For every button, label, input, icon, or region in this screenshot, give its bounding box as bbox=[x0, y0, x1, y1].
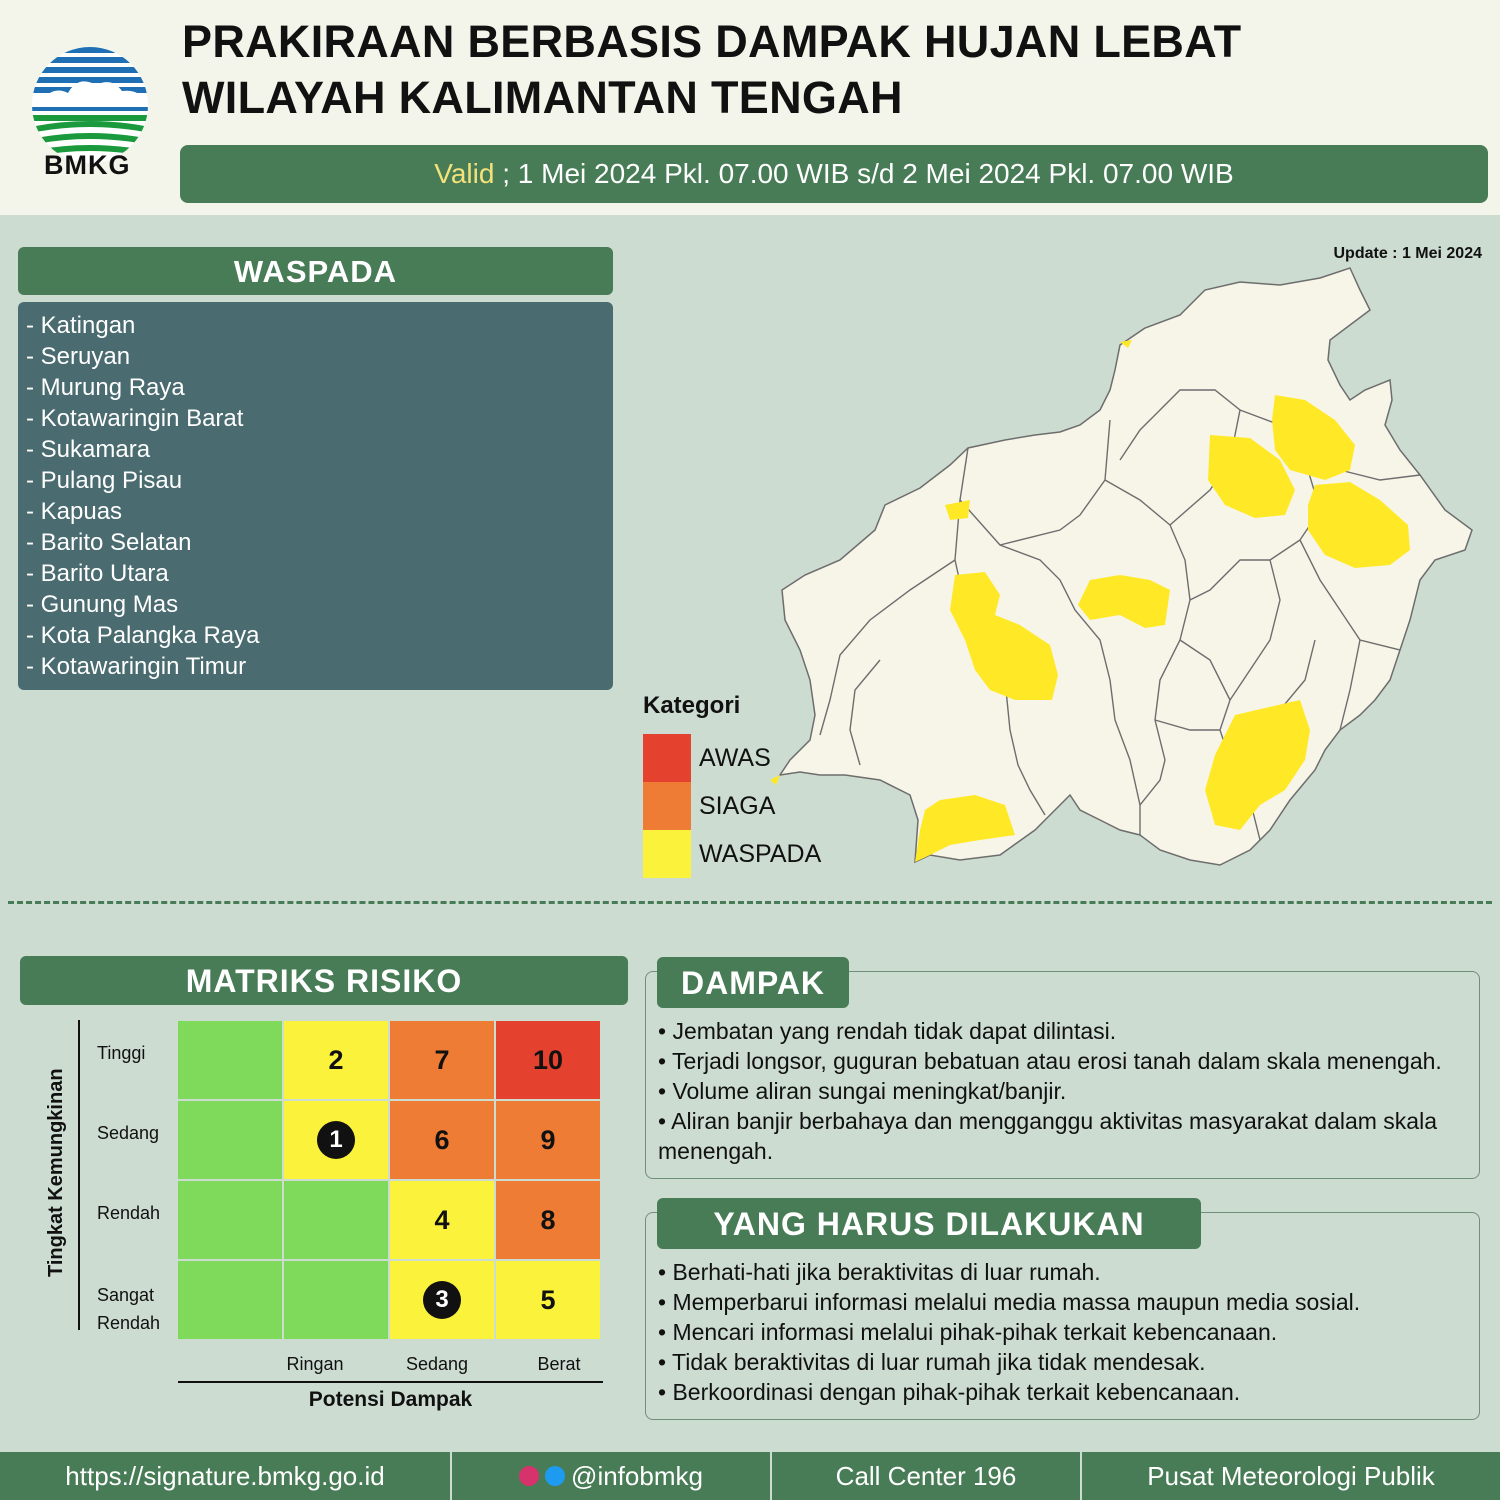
region-list-item: - Katingan bbox=[26, 312, 136, 339]
matrix-cell-value: 8 bbox=[540, 1204, 556, 1235]
matrix-cell bbox=[284, 1021, 388, 1099]
matrix-cell bbox=[390, 1261, 494, 1339]
matrix-cell bbox=[496, 1021, 600, 1099]
action-item: • Mencari informasi melalui pihak-pihak terkait kebencanaan. bbox=[658, 1319, 1278, 1345]
action-item: • Tidak beraktivitas di luar rumah jika tidak mendesak. bbox=[658, 1349, 1206, 1375]
matrix-cell-marker: 1 bbox=[317, 1121, 355, 1159]
section-divider bbox=[8, 901, 1492, 904]
actions-heading: YANG HARUS DILAKUKAN bbox=[657, 1198, 1201, 1249]
matrix-cell-value: 4 bbox=[434, 1204, 450, 1235]
dampak-item: • Jembatan yang rendah tidak dapat dilintasi. bbox=[658, 1018, 1117, 1044]
matrix-cell-value: 9 bbox=[540, 1124, 556, 1155]
matrix-cell bbox=[496, 1261, 600, 1339]
matrix-cell-value: 6 bbox=[434, 1124, 450, 1155]
region-list-item: - Pulang Pisau bbox=[26, 467, 183, 494]
dampak-item: • Volume aliran sungai meningkat/banjir. bbox=[658, 1078, 1067, 1104]
region-list-item: - Sukamara bbox=[26, 436, 151, 463]
row-label-line: Rendah bbox=[97, 1313, 161, 1333]
instagram-icon bbox=[519, 1466, 539, 1486]
matrix-cell-value: 10 bbox=[532, 1044, 564, 1075]
action-item: • Berhati-hati jika beraktivitas di luar rumah. bbox=[658, 1259, 1101, 1285]
legend-item bbox=[643, 782, 863, 830]
update-date: Update : 1 Mei 2024 bbox=[1333, 245, 1482, 262]
legend-label: WASPADA bbox=[699, 840, 822, 868]
matrix-cell-value: 2 bbox=[328, 1044, 344, 1075]
legend-title: Kategori bbox=[643, 692, 741, 719]
matrix-cell bbox=[284, 1181, 388, 1259]
region-list-item: - Murung Raya bbox=[26, 374, 185, 401]
footer-website-link[interactable]: https://signature.bmkg.go.id bbox=[65, 1461, 385, 1491]
title-line-2: WILAYAH KALIMANTAN TENGAH bbox=[182, 72, 903, 123]
footer-social[interactable] bbox=[452, 1452, 770, 1500]
action-item: • Berkoordinasi dengan pihak-pihak terkait kebencanaan. bbox=[658, 1379, 1241, 1405]
matrix-cell-marker: 3 bbox=[423, 1281, 461, 1319]
legend-swatch bbox=[643, 734, 691, 782]
region-list-item: - Seruyan bbox=[26, 343, 131, 370]
matrix-y-axis-title bbox=[45, 1068, 75, 1277]
matrix-x-label: Berat bbox=[537, 1354, 581, 1374]
region-list-item: - Kotawaringin Barat bbox=[26, 405, 244, 432]
page-title bbox=[182, 14, 1241, 126]
risk-matrix-grid bbox=[178, 1021, 602, 1341]
action-item: • Memperbarui informasi melalui media massa maupun media sosial. bbox=[658, 1289, 1361, 1315]
dampak-heading: DAMPAK bbox=[657, 957, 849, 1008]
footer-organization: Pusat Meteorologi Publik bbox=[1147, 1461, 1435, 1491]
validity-bar bbox=[180, 145, 1488, 203]
dampak-item: • Aliran banjir berbahaya dan mengganggu aktivitas masyarakat dalam skala menengah. bbox=[658, 1108, 1438, 1164]
legend-swatch bbox=[643, 830, 691, 878]
legend-item bbox=[643, 734, 863, 782]
matrix-cell bbox=[284, 1101, 388, 1179]
footer-social-handle: @infobmkg bbox=[571, 1461, 703, 1491]
matrix-row-label bbox=[97, 1281, 160, 1337]
province-map bbox=[760, 260, 1480, 870]
y-axis-text: Tingkat Kemungkinan bbox=[45, 1068, 67, 1277]
matrix-cell bbox=[390, 1181, 494, 1259]
matrix-cell bbox=[390, 1101, 494, 1179]
matrix-row-label: Rendah bbox=[97, 1203, 161, 1223]
waspada-region-list bbox=[18, 302, 613, 690]
region-list-item: - Kotawaringin Timur bbox=[26, 653, 247, 680]
matrix-x-axis-line bbox=[178, 1381, 603, 1383]
region-list-item: - Barito Utara bbox=[26, 560, 169, 587]
matrix-cell-value: 7 bbox=[434, 1044, 450, 1075]
footer bbox=[0, 1452, 1500, 1500]
region-list-item: - Kapuas bbox=[26, 498, 123, 525]
matrix-cell bbox=[178, 1181, 282, 1259]
matrix-heading: MATRIKS RISIKO bbox=[20, 956, 628, 1005]
row-label-line: Sangat bbox=[97, 1285, 155, 1305]
region-list-item: - Gunung Mas bbox=[26, 591, 179, 618]
matrix-row-label: Tinggi bbox=[97, 1043, 146, 1063]
legend-label: AWAS bbox=[699, 744, 771, 772]
matrix-cell bbox=[178, 1261, 282, 1339]
dampak-item: • Terjadi longsor, guguran bebatuan atau erosi tanah dalam skala menengah. bbox=[658, 1048, 1442, 1074]
matrix-cell bbox=[496, 1181, 600, 1259]
matrix-cell bbox=[178, 1021, 282, 1099]
matrix-x-label: Ringan bbox=[286, 1354, 344, 1374]
header bbox=[0, 0, 1500, 215]
matrix-x-axis-title: Potensi Dampak bbox=[308, 1388, 473, 1411]
matrix-row-label: Sedang bbox=[97, 1123, 160, 1143]
matrix-cell bbox=[390, 1021, 494, 1099]
legend-swatch bbox=[643, 782, 691, 830]
legend-label: SIAGA bbox=[699, 792, 776, 820]
bmkg-logo-text: BMKG bbox=[44, 150, 131, 180]
region-list-item: - Kota Palangka Raya bbox=[26, 622, 260, 649]
title-line-1: PRAKIRAAN BERBASIS DAMPAK HUJAN LEBAT bbox=[182, 16, 1242, 67]
waspada-heading: WASPADA bbox=[18, 247, 613, 295]
matrix-y-axis-line bbox=[78, 1020, 80, 1330]
region-list-item: - Barito Selatan bbox=[26, 529, 192, 556]
twitter-icon bbox=[545, 1466, 565, 1486]
matrix-x-label: Sedang bbox=[405, 1354, 469, 1374]
matrix-cell bbox=[178, 1101, 282, 1179]
matrix-cell bbox=[496, 1101, 600, 1179]
matrix-cell-value: 5 bbox=[540, 1284, 556, 1315]
legend-item bbox=[643, 830, 863, 878]
valid-label: Valid bbox=[434, 158, 495, 189]
matrix-cell bbox=[284, 1261, 388, 1339]
footer-call-center: Call Center 196 bbox=[835, 1461, 1017, 1491]
valid-period: ; 1 Mei 2024 Pkl. 07.00 WIB s/d 2 Mei 2024 Pkl. 07.00 WIB bbox=[494, 158, 1234, 189]
